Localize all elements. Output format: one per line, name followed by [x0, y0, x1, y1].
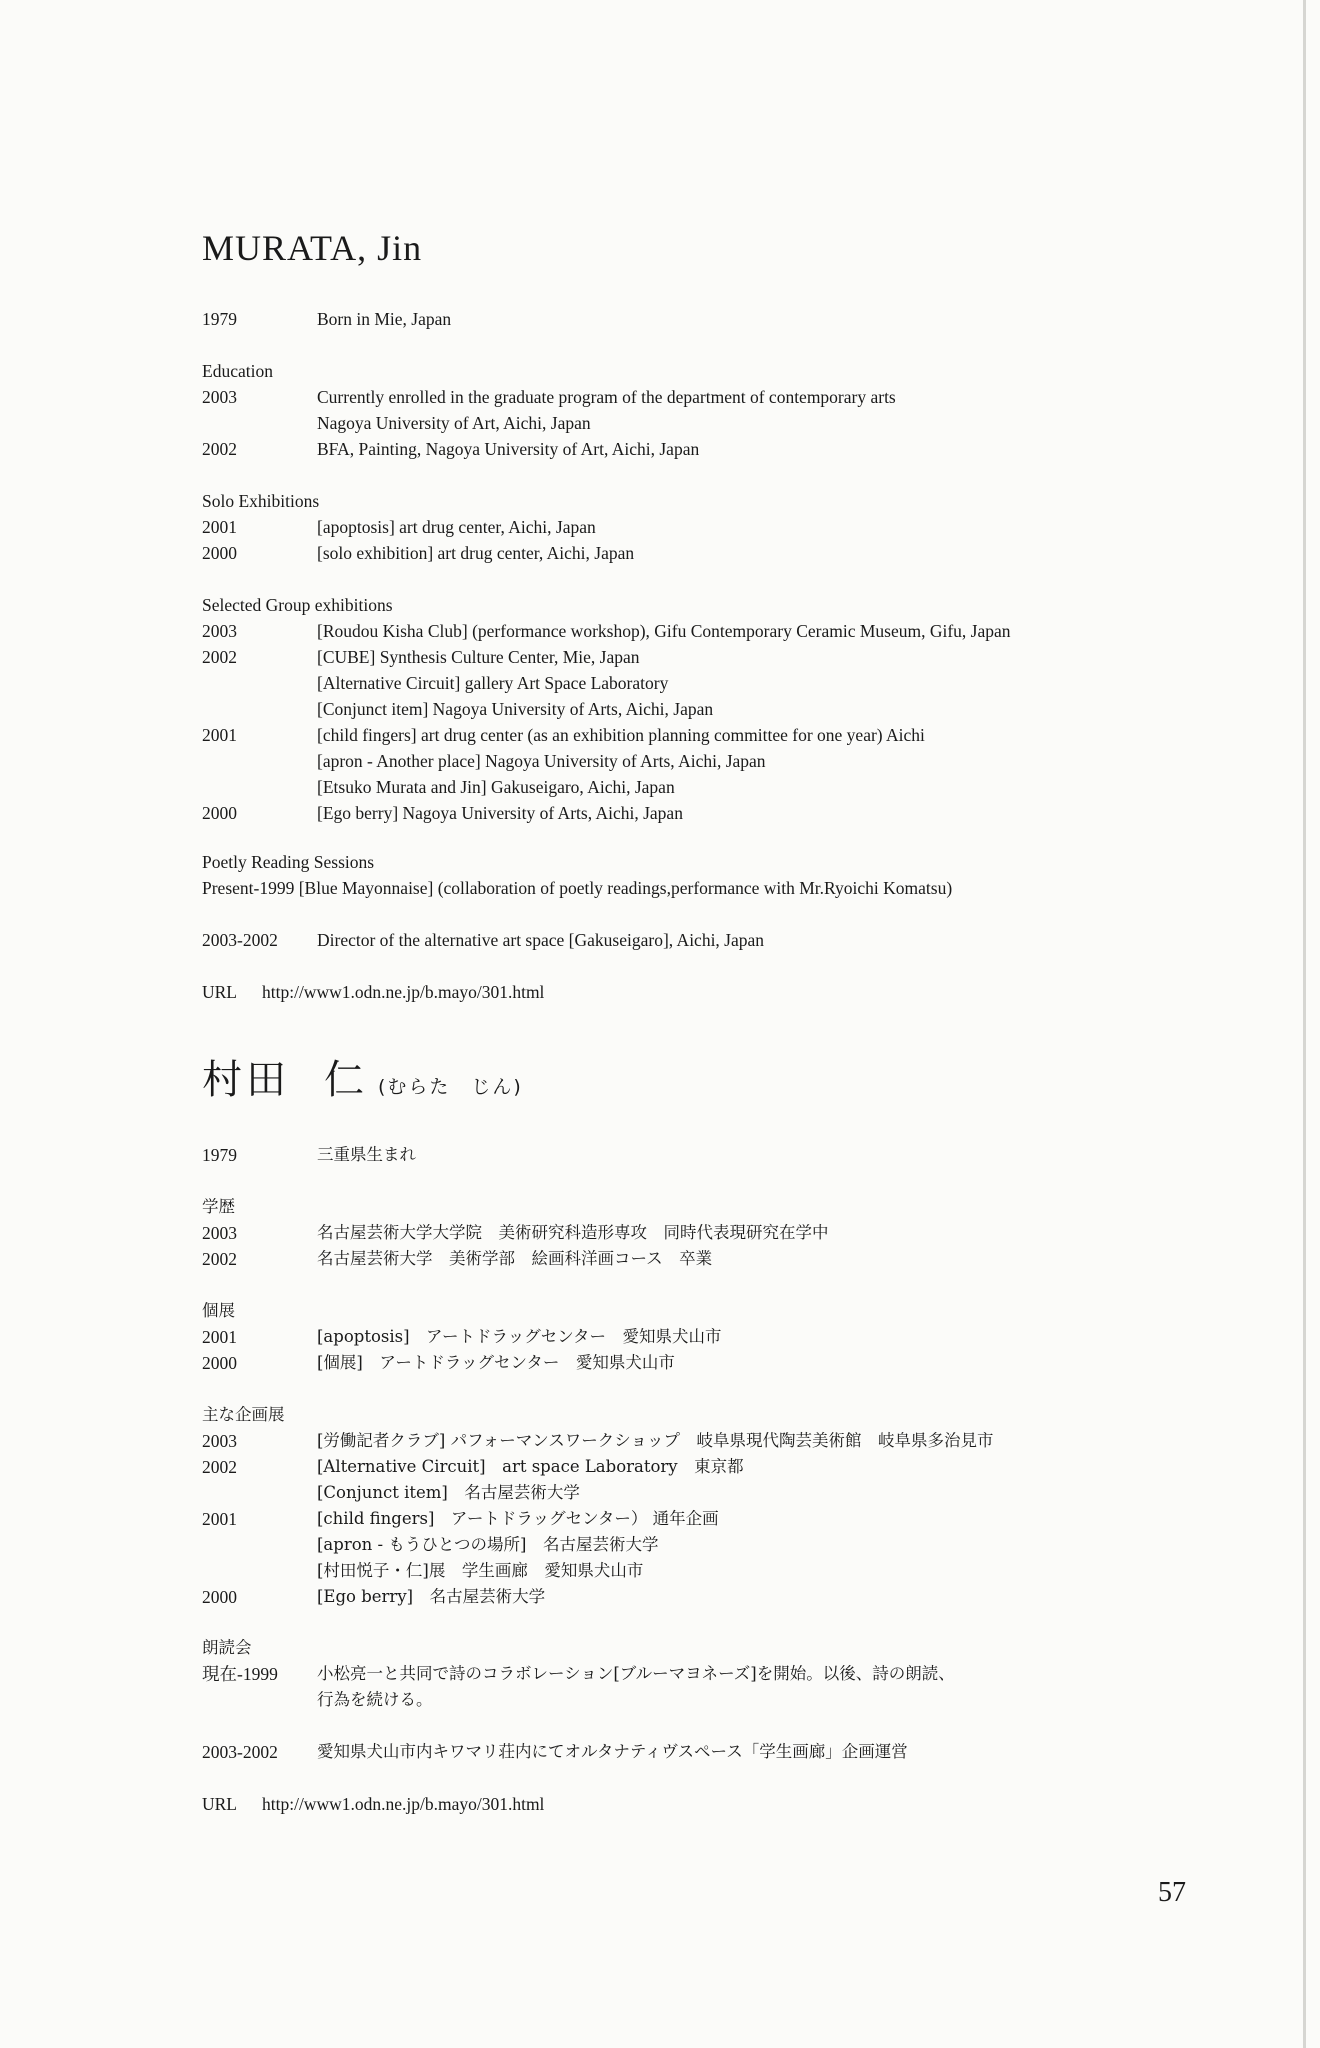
- entry-text: BFA, Painting, Nagoya University of Art, Aichi, Japan: [317, 439, 700, 459]
- url-row: [202, 1791, 544, 1817]
- table-row: [202, 1324, 722, 1350]
- entry-text: [Conjunct item] 名古屋芸術大学: [317, 1483, 580, 1502]
- section-heading: 主な企画展: [202, 1405, 285, 1424]
- year: 2000: [202, 1587, 237, 1607]
- table-row: [202, 1558, 644, 1584]
- table-row: [202, 1532, 659, 1558]
- table-row: [202, 696, 714, 722]
- table-row: [202, 514, 596, 540]
- section-heading: 朗読会: [202, 1638, 252, 1657]
- jp-group-section: [202, 1402, 994, 1610]
- table-row: [202, 1350, 675, 1376]
- table-row: [202, 1661, 955, 1687]
- entry-text: [Alternative Circuit] gallery Art Space Laboratory: [317, 673, 669, 693]
- entry-text: [Alternative Circuit] art space Laboratory 東京都: [317, 1457, 744, 1476]
- url-label: URL: [202, 1794, 237, 1814]
- year: 2001: [202, 725, 237, 745]
- table-row: [202, 410, 591, 436]
- year: 2001: [202, 517, 237, 537]
- entry-text: 愛知県犬山市内キワマリ荘内にてオルタナティヴスペース「学生画廊」企画運営: [317, 1742, 908, 1761]
- table-row: [202, 1220, 829, 1246]
- title-surname: 村田: [202, 1057, 290, 1103]
- entry-text: 三重県生まれ: [317, 1145, 416, 1164]
- section-heading: 学歴: [202, 1197, 235, 1216]
- japanese-title: [202, 1052, 523, 1117]
- entry-text: Nagoya University of Art, Aichi, Japan: [317, 413, 591, 433]
- table-row: [202, 670, 669, 696]
- jp-solo-section: [202, 1298, 722, 1376]
- en-education-section: [202, 358, 896, 462]
- entry-text: [労働記者クラブ] パフォーマンスワークショップ 岐阜県現代陶芸美術館 岐阜県多治見市: [317, 1431, 994, 1450]
- en-poetry-section: [202, 849, 953, 901]
- year: 2001: [202, 1327, 237, 1347]
- entry-text: [CUBE] Synthesis Culture Center, Mie, Japan: [317, 647, 640, 667]
- entry-text: 行為を続ける。: [317, 1690, 433, 1709]
- year: 2002: [202, 1249, 237, 1269]
- entry-text: Born in Mie, Japan: [317, 309, 452, 329]
- entry-text: [apoptosis] art drug center, Aichi, Japan: [317, 517, 596, 537]
- entry-text: 名古屋芸術大学大学院 美術研究科造形専攻 同時代表現研究在学中: [317, 1223, 829, 1242]
- entry-text: 小松亮一と共同で詩のコラボレーション[ブルーマヨネーズ]を開始。以後、詩の朗読、: [317, 1664, 955, 1683]
- year: 1979: [202, 309, 237, 329]
- table-row: [202, 644, 640, 670]
- jp-url-section: [202, 1791, 544, 1817]
- section-heading: Solo Exhibitions: [202, 491, 320, 511]
- year: 2003: [202, 621, 237, 641]
- year: 2003: [202, 1223, 237, 1243]
- year: 現在-1999: [202, 1664, 278, 1684]
- year: 2000: [202, 803, 237, 823]
- table-row: [202, 1506, 719, 1532]
- url-row: [202, 979, 544, 1005]
- section-heading: Education: [202, 361, 273, 381]
- entry-text: Currently enrolled in the graduate program of the department of contemporary arts: [317, 387, 896, 407]
- entry-text: [child fingers] アートドラッグセンター） 通年企画: [317, 1509, 719, 1528]
- entry-text: [apoptosis] アートドラッグセンター 愛知県犬山市: [317, 1327, 722, 1346]
- en-url-section: [202, 979, 544, 1005]
- table-row: [202, 384, 896, 410]
- jp-reading-section: [202, 1635, 955, 1713]
- entry-text: [個展] アートドラッグセンター 愛知県犬山市: [317, 1353, 675, 1372]
- entry-text: [solo exhibition] art drug center, Aichi, Japan: [317, 543, 635, 563]
- table-row: [202, 1687, 433, 1713]
- table-row: [202, 1480, 580, 1506]
- jp-education-section: [202, 1194, 829, 1272]
- entry-text: 名古屋芸術大学 美術学部 絵画科洋画コース 卒業: [317, 1249, 713, 1268]
- year: 2003: [202, 387, 237, 407]
- entry-text: Director of the alternative art space [Gakuseigaro], Aichi, Japan: [317, 930, 765, 950]
- url-link[interactable]: http://www1.odn.ne.jp/b.mayo/301.html: [262, 982, 545, 1002]
- entry-text: [Ego berry] 名古屋芸術大学: [317, 1587, 546, 1606]
- year: 2003-2002: [202, 930, 278, 950]
- table-row: [202, 748, 766, 774]
- entry-text: [child fingers] art drug center (as an exhibition planning committee for one year) Aichi: [317, 725, 925, 745]
- table-row: [202, 1454, 744, 1480]
- url-link[interactable]: http://www1.odn.ne.jp/b.mayo/301.html: [262, 1794, 545, 1814]
- table-row: [202, 800, 683, 826]
- year: 2003: [202, 1431, 237, 1451]
- entry-text: [Conjunct item] Nagoya University of Arts, Aichi, Japan: [317, 699, 714, 719]
- section-heading: 個展: [202, 1301, 235, 1320]
- english-title: MURATA, Jin: [202, 228, 423, 268]
- table-row: [202, 436, 700, 462]
- table-row: [202, 722, 925, 748]
- year: 2002: [202, 1457, 237, 1477]
- table-row: [202, 618, 1011, 644]
- entry-text: Present-1999 [Blue Mayonnaise] (collaboration of poetly readings,performance with Mr.Ryoichi Komatsu): [202, 878, 953, 898]
- year: 2002: [202, 439, 237, 459]
- en-group-section: [202, 592, 1011, 826]
- year: 2003-2002: [202, 1742, 278, 1762]
- entry-text: [Roudou Kisha Club] (performance workshop), Gifu Contemporary Ceramic Museum, Gifu, Japan: [317, 621, 1011, 641]
- page-number: 57: [1158, 1877, 1186, 1908]
- year: 2001: [202, 1509, 237, 1529]
- en-solo-section: [202, 488, 635, 566]
- title-given-name: 仁: [324, 1057, 368, 1103]
- table-row: [202, 875, 953, 901]
- year: 2002: [202, 647, 237, 667]
- section-heading: Selected Group exhibitions: [202, 595, 393, 615]
- entry-text: [apron - Another place] Nagoya University of Arts, Aichi, Japan: [317, 751, 766, 771]
- entry-text: [apron - もうひとつの場所] 名古屋芸術大学: [317, 1535, 659, 1554]
- table-row: [202, 774, 675, 800]
- url-label: URL: [202, 982, 237, 1002]
- entry-text: [Ego berry] Nagoya University of Arts, Aichi, Japan: [317, 803, 683, 823]
- table-row: [202, 1246, 713, 1272]
- table-row: [202, 1428, 994, 1454]
- year: 2000: [202, 1353, 237, 1373]
- table-row: [202, 540, 635, 566]
- table-row: [202, 1584, 546, 1610]
- year: 2000: [202, 543, 237, 563]
- year: 1979: [202, 1145, 237, 1165]
- entry-text: [村田悦子・仁]展 学生画廊 愛知県犬山市: [317, 1561, 644, 1580]
- title-reading: (むらた じん): [378, 1076, 523, 1098]
- entry-text: [Etsuko Murata and Jin] Gakuseigaro, Aichi, Japan: [317, 777, 675, 797]
- section-heading: Poetly Reading Sessions: [202, 852, 375, 872]
